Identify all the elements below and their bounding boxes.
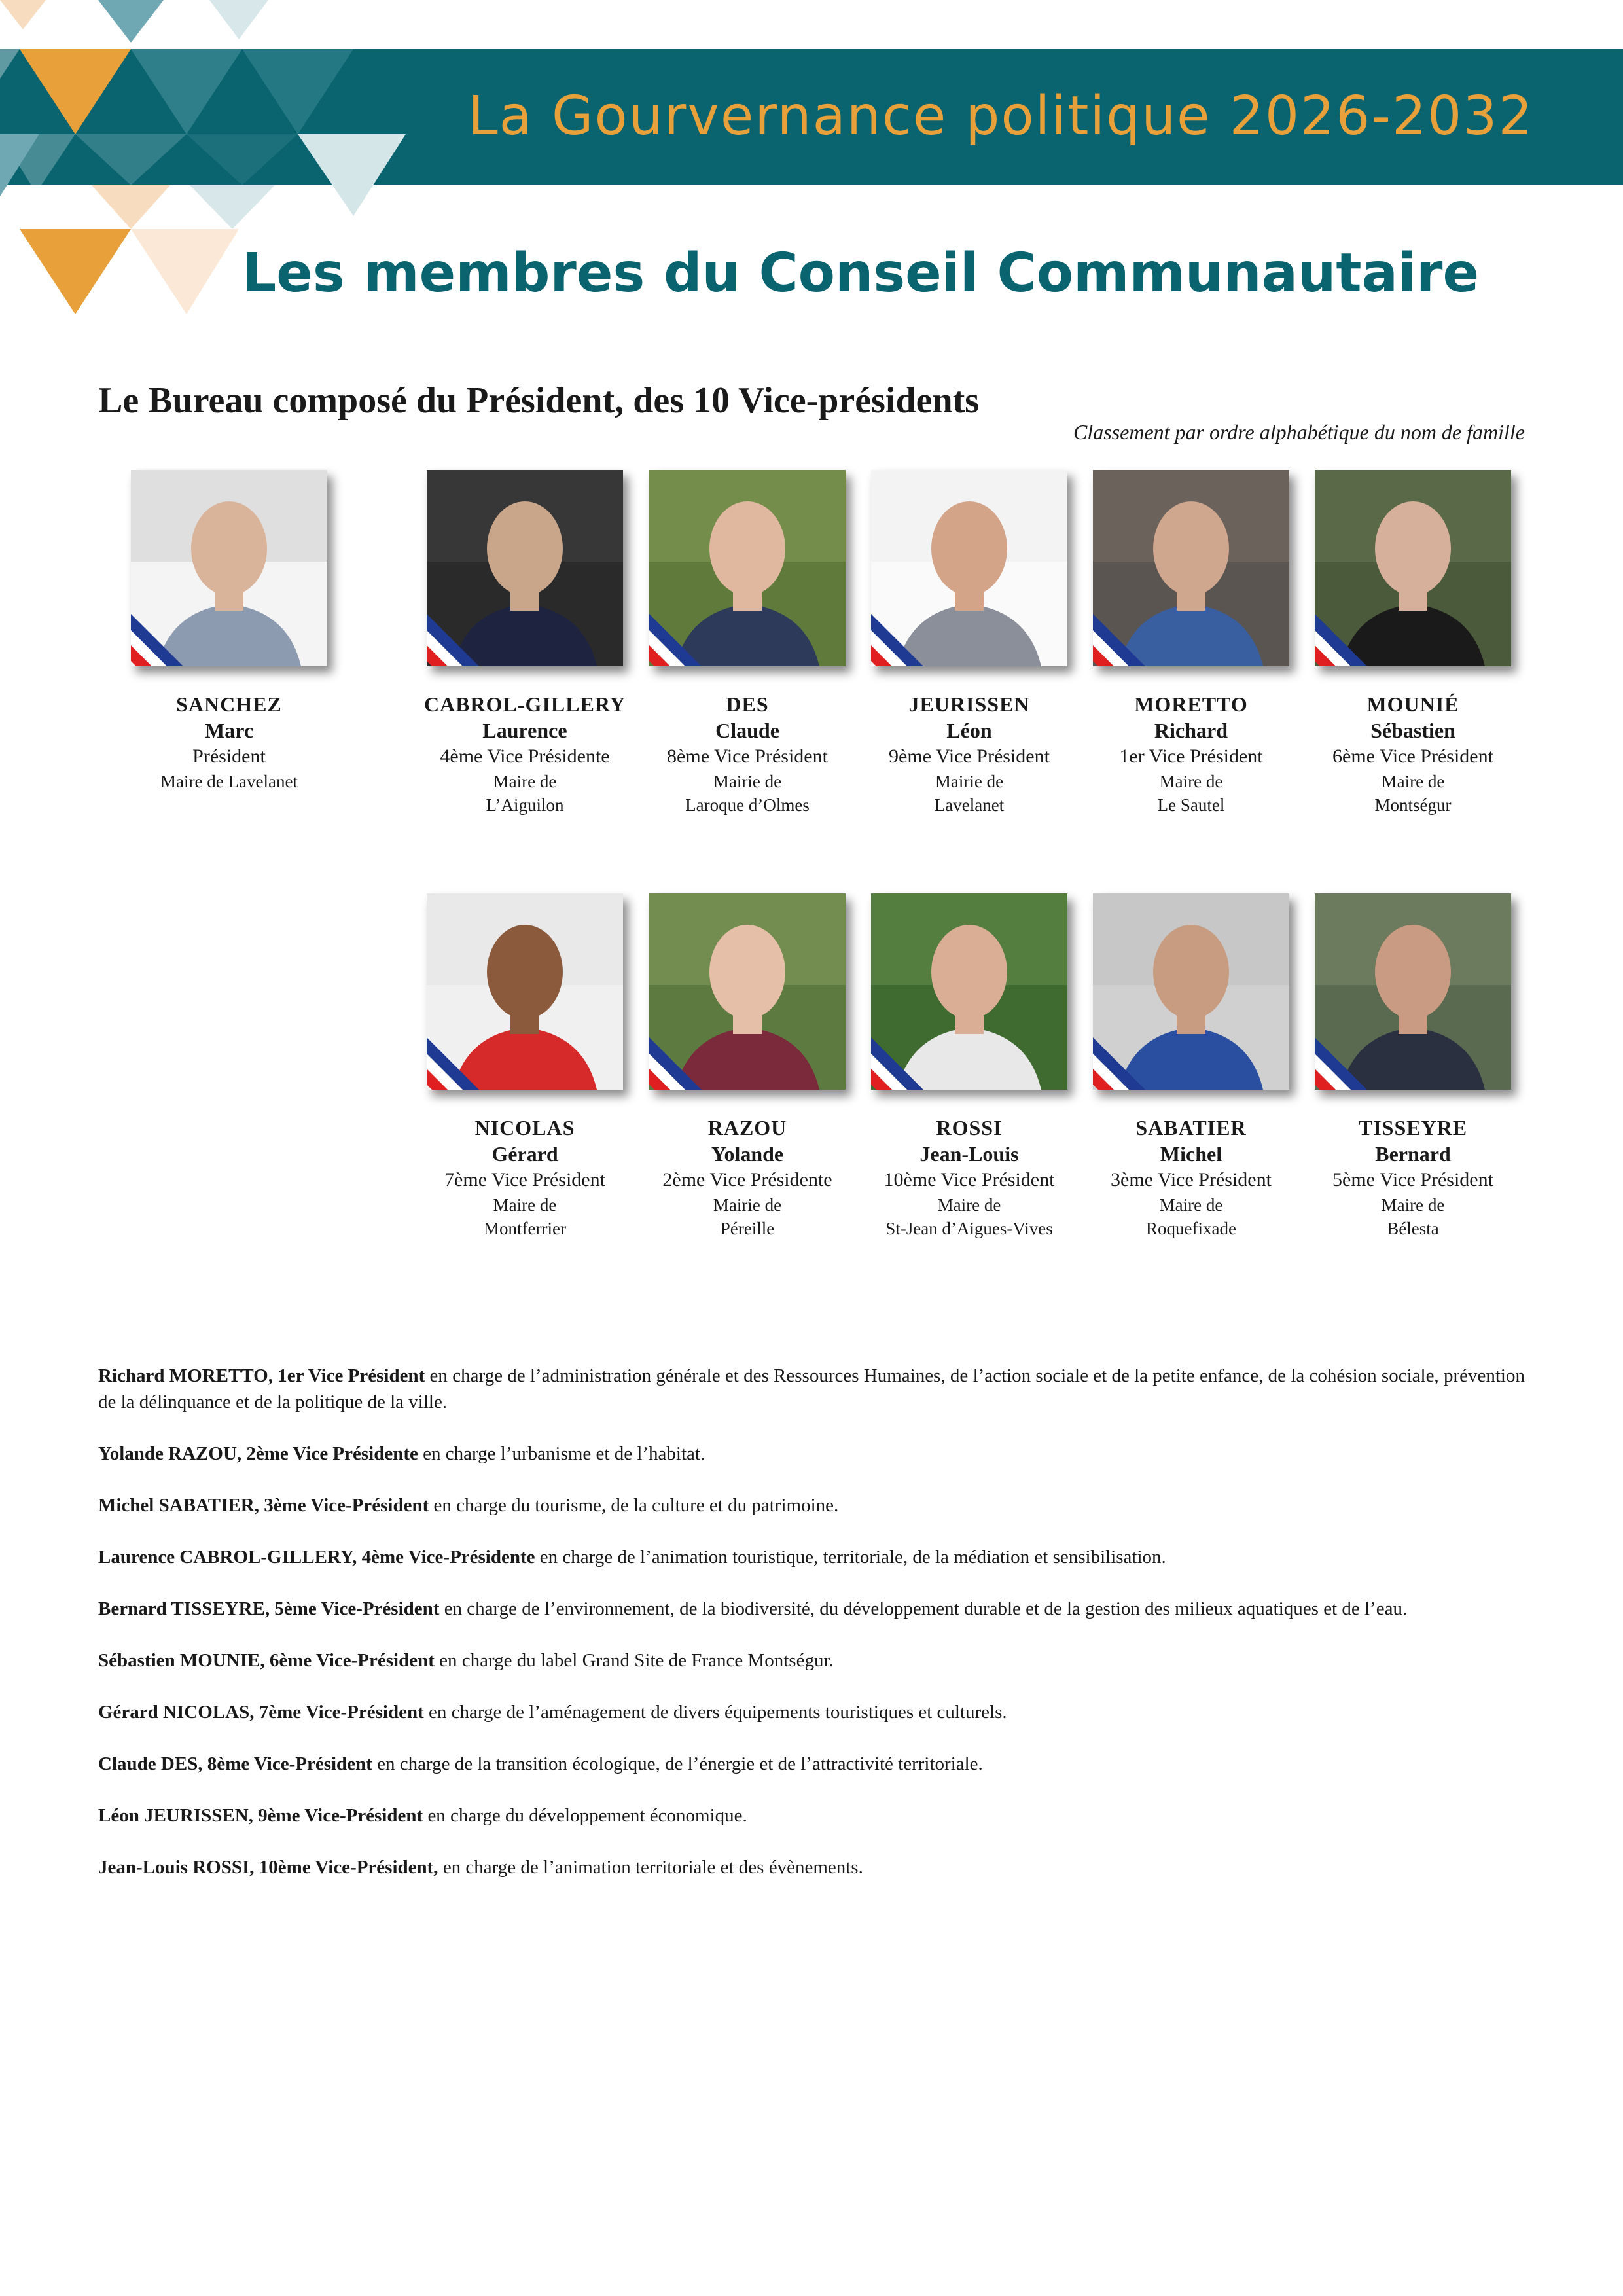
member-role: 5ème Vice Président (1332, 1169, 1493, 1191)
member-card (858, 470, 1080, 817)
member-place: Maire de (1381, 772, 1445, 791)
member-place: Maire de (493, 772, 557, 791)
portrait-photo (1093, 893, 1289, 1090)
member-card (414, 470, 636, 817)
portrait-photo (871, 893, 1067, 1090)
responsibility-text: en charge de l’aménagement de divers équipements touristiques et culturels. (423, 1702, 1007, 1723)
member-place: Le Sautel (1157, 795, 1225, 815)
member-place: Maire de (1159, 1195, 1223, 1215)
member-place: Laroque d’Olmes (685, 795, 810, 815)
member-place: Maire de (1381, 1195, 1445, 1215)
responsibility-lead: Michel SABATIER, 3ème Vice-Président (98, 1495, 429, 1516)
page-title: Les membres du Conseil Communautaire (242, 242, 1480, 304)
member-place: Maire de (937, 1195, 1001, 1215)
portrait-photo (1093, 470, 1289, 666)
responsibility-lead: Richard MORETTO, 1er Vice Président (98, 1365, 425, 1386)
member-place: Maire de Lavelanet (160, 772, 298, 791)
portrait-illustration (1315, 893, 1511, 1090)
member-first-name: Léon (946, 719, 992, 742)
member-card (636, 893, 859, 1240)
member-last-name: CABROL-GILLERY (423, 692, 626, 716)
responsibility-text: en charge de l’animation touristique, territoriale, de la médiation et sensibilisation. (535, 1547, 1166, 1568)
portrait-photo (427, 893, 623, 1090)
member-card (636, 470, 859, 817)
member-place: Mairie de (713, 772, 782, 791)
responsibility-lead: Claude DES, 8ème Vice-Président (98, 1753, 372, 1774)
responsibility-lead: Gérard NICOLAS, 7ème Vice-Président (98, 1702, 424, 1723)
section-heading: Le Bureau composé du Président, des 10 Vice-présidents (98, 380, 980, 421)
responsibilities-list (98, 1363, 1525, 1906)
portrait-photo (871, 470, 1067, 666)
member-first-name: Richard (1154, 719, 1228, 742)
portrait-illustration (1093, 893, 1289, 1090)
member-last-name: SANCHEZ (176, 692, 282, 716)
member-last-name: TISSEYRE (1358, 1116, 1468, 1139)
member-card (1302, 470, 1524, 817)
responsibility-paragraph (98, 1441, 1525, 1467)
portrait-illustration (131, 470, 327, 666)
responsibility-paragraph (98, 1854, 1525, 1880)
member-place: Maire de (493, 1195, 557, 1215)
member-role: Président (192, 745, 266, 767)
member-card (1080, 893, 1302, 1240)
responsibility-paragraph (98, 1492, 1525, 1518)
member-role: 7ème Vice Président (444, 1169, 605, 1191)
header-title: La Gourvernance politique 2026-2032 (468, 85, 1534, 147)
responsibility-paragraph (98, 1363, 1525, 1415)
member-first-name: Laurence (482, 719, 567, 742)
member-role: 1er Vice Président (1119, 745, 1263, 767)
responsibility-paragraph (98, 1647, 1525, 1674)
responsibility-lead: Léon JEURISSEN, 9ème Vice-Président (98, 1805, 423, 1826)
portrait-illustration (871, 470, 1067, 666)
member-place: Lavelanet (934, 795, 1005, 815)
member-place: St-Jean d’Aigues-Vives (885, 1219, 1053, 1238)
member-role: 3ème Vice Président (1111, 1169, 1272, 1191)
portrait-photo (1315, 470, 1511, 666)
portrait-photo (131, 470, 327, 666)
member-place: Mairie de (713, 1195, 782, 1215)
member-place: L’Aiguilon (486, 795, 564, 815)
portrait-illustration (649, 470, 846, 666)
member-last-name: SABATIER (1135, 1116, 1247, 1139)
member-place: Mairie de (935, 772, 1004, 791)
member-role: 8ème Vice Président (667, 745, 828, 767)
member-place: Montségur (1374, 795, 1452, 815)
member-first-name: Sébastien (1370, 719, 1455, 742)
member-last-name: JEURISSEN (908, 692, 1030, 716)
portrait-photo (649, 893, 846, 1090)
member-first-name: Bernard (1375, 1142, 1451, 1166)
member-role: 10ème Vice Président (883, 1169, 1055, 1191)
responsibility-text: en charge du label Grand Site de France Montségur. (434, 1650, 834, 1671)
responsibility-paragraph (98, 1596, 1525, 1622)
responsibility-lead: Laurence CABROL-GILLERY, 4ème Vice-Présidente (98, 1547, 535, 1568)
member-last-name: MOUNIÉ (1366, 692, 1459, 716)
responsibility-text: en charge l’urbanisme et de l’habitat. (418, 1443, 705, 1464)
responsibility-text: en charge du tourisme, de la culture et du patrimoine. (429, 1495, 839, 1516)
member-card (118, 470, 340, 793)
portrait-photo (649, 470, 846, 666)
member-role: 6ème Vice Président (1332, 745, 1493, 767)
responsibility-lead: Jean-Louis ROSSI, 10ème Vice-Président, (98, 1857, 438, 1878)
section-note: Classement par ordre alphabétique du nom de famille (1073, 420, 1525, 444)
member-place: Maire de (1159, 772, 1223, 791)
responsibility-lead: Sébastien MOUNIE, 6ème Vice-Président (98, 1650, 435, 1671)
member-card (1080, 470, 1302, 817)
responsibility-text: en charge de l’environnement, de la biodiversité, du développement durable et de la gestion des milieux aquatiques et de l’eau. (439, 1598, 1408, 1619)
portrait-illustration (871, 893, 1067, 1090)
member-role: 9ème Vice Président (889, 745, 1050, 767)
member-place: Roquefixade (1146, 1219, 1236, 1238)
portrait-illustration (649, 893, 846, 1090)
responsibility-paragraph (98, 1699, 1525, 1725)
member-last-name: NICOLAS (474, 1116, 575, 1139)
responsibility-paragraph (98, 1544, 1525, 1570)
portrait-illustration (1315, 470, 1511, 666)
member-card (1302, 893, 1524, 1240)
portrait-photo (1315, 893, 1511, 1090)
responsibility-text: en charge de la transition écologique, de l’énergie et de l’attractivité territoriale. (372, 1753, 983, 1774)
member-place: Péreille (720, 1219, 775, 1238)
member-last-name: DES (726, 692, 769, 716)
member-role: 2ème Vice Présidente (662, 1169, 832, 1191)
member-first-name: Michel (1160, 1142, 1222, 1166)
member-first-name: Yolande (711, 1142, 784, 1166)
responsibility-paragraph (98, 1803, 1525, 1829)
member-place: Montferrier (484, 1219, 566, 1238)
member-first-name: Claude (715, 719, 779, 742)
responsibility-text: en charge du développement économique. (423, 1805, 747, 1826)
portrait-photo (427, 470, 623, 666)
member-place: Bélesta (1387, 1219, 1439, 1238)
member-first-name: Jean-Louis (919, 1142, 1019, 1166)
responsibility-text: en charge de l’administration générale et des Ressources Humaines, de l’action sociale et de la petite enfance, de la cohésion sociale, prévention de la délinquance et de la politique de la ville. (98, 1365, 1525, 1412)
member-card (414, 893, 636, 1240)
member-first-name: Gérard (491, 1142, 558, 1166)
member-last-name: RAZOU (707, 1116, 787, 1139)
member-role: 4ème Vice Présidente (440, 745, 610, 767)
portrait-illustration (427, 893, 623, 1090)
member-last-name: ROSSI (936, 1116, 1003, 1139)
member-first-name: Marc (204, 719, 254, 742)
portrait-illustration (427, 470, 623, 666)
member-card (858, 893, 1080, 1240)
responsibility-text: en charge de l’animation territoriale et des évènements. (438, 1857, 863, 1878)
portrait-illustration (1093, 470, 1289, 666)
member-last-name: MORETTO (1134, 692, 1248, 716)
responsibility-paragraph (98, 1751, 1525, 1777)
responsibility-lead: Yolande RAZOU, 2ème Vice Présidente (98, 1443, 418, 1464)
responsibility-lead: Bernard TISSEYRE, 5ème Vice-Président (98, 1598, 440, 1619)
